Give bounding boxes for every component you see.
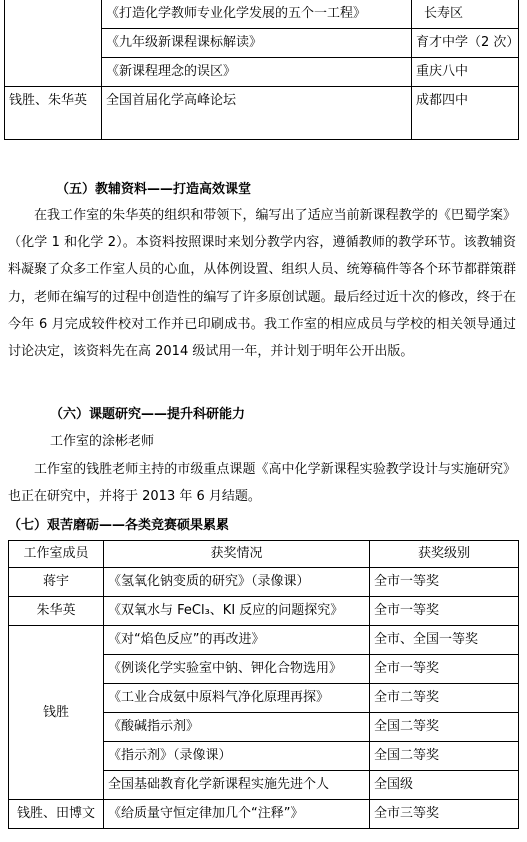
text-line: 工作室的涂彬老师 bbox=[50, 434, 155, 449]
table-row bbox=[9, 568, 519, 597]
venue-cell: 育才中学（2 次） bbox=[412, 29, 519, 58]
section-heading: （六）课题研究——提升科研能力 bbox=[50, 407, 246, 422]
member-cell: 钱胜 bbox=[9, 626, 104, 800]
award-cell: 《双氧水与 FeCl₃、KI 反应的问题探究》 bbox=[104, 597, 370, 626]
table-row bbox=[9, 800, 519, 829]
level-cell: 全国二等奖 bbox=[370, 713, 519, 742]
level-cell: 全国二等奖 bbox=[370, 742, 519, 771]
member-cell: 钱胜、田博文 bbox=[9, 800, 104, 829]
award-cell: 《例谈化学实验室中钠、钾化合物选用》 bbox=[104, 655, 370, 684]
award-cell: 《指示剂》（录像课） bbox=[104, 742, 370, 771]
award-cell: 全国基础教育化学新课程实施先进个人 bbox=[104, 771, 370, 800]
level-cell: 全市一等奖 bbox=[370, 597, 519, 626]
header-cell: 获奖情况 bbox=[104, 541, 370, 568]
level-cell: 全市一等奖 bbox=[370, 655, 519, 684]
award-cell: 《氢氧化钠变质的研究》（录像课） bbox=[104, 568, 370, 597]
table-row bbox=[5, 87, 519, 140]
level-cell: 全国级 bbox=[370, 771, 519, 800]
member-cell: 钱胜、朱华英 bbox=[5, 87, 102, 140]
member-cell bbox=[5, 0, 102, 87]
table-row bbox=[9, 626, 519, 655]
activity-title-cell: 《九年级新课程课标解读》 bbox=[102, 29, 412, 58]
activity-title-cell: 《新课程理念的误区》 bbox=[102, 58, 412, 87]
table-header-row bbox=[9, 541, 519, 568]
award-cell: 《酸碱指示剂》 bbox=[104, 713, 370, 742]
level-cell: 全市二等奖 bbox=[370, 684, 519, 713]
activity-title-cell: 《打造化学教师专业化学发展的五个一工程》 bbox=[102, 0, 412, 29]
member-cell: 朱华英 bbox=[9, 597, 104, 626]
table-row bbox=[5, 0, 519, 29]
section-heading: （五）教辅资料——打造高效课堂 bbox=[56, 182, 252, 197]
awards-table bbox=[8, 540, 519, 829]
member-cell: 蒋宇 bbox=[9, 568, 104, 597]
award-cell: 《对“焰色反应”的再改进》 bbox=[104, 626, 370, 655]
venue-cell: 长寿区 bbox=[412, 0, 519, 29]
header-cell: 工作室成员 bbox=[9, 541, 104, 568]
header-cell: 获奖级别 bbox=[370, 541, 519, 568]
level-cell: 全市一等奖 bbox=[370, 568, 519, 597]
venue-cell: 重庆八中 bbox=[412, 58, 519, 87]
level-cell: 全市、全国一等奖 bbox=[370, 626, 519, 655]
activity-title-cell: 全国首届化学高峰论坛 bbox=[102, 87, 412, 140]
award-cell: 《工业合成氨中原料气净化原理再探》 bbox=[104, 684, 370, 713]
award-cell: 《给质量守恒定律加几个“注释”》 bbox=[104, 800, 370, 829]
activities-table bbox=[4, 0, 519, 140]
section-heading: （七）艰苦磨砺——各类竞赛硕果累累 bbox=[8, 518, 230, 533]
level-cell: 全市三等奖 bbox=[370, 800, 519, 829]
paragraph: 在我工作室的朱华英的组织和带领下，编写出了适应当前新课程教学的《巴蜀学案》（化学 1 和化学 2）。本资料按照课时来划分教学内容，遵循教师的教学环节。该教辅资料凝聚了众多工作室人员的心血，从体例设置、组织人员、统筹稿件等各个环节都群策群力，老师在编写的过程中创造性的编写了许多原创试题。最后经过近十次的修改，终于在今年 6 月完成较件校对工作并已印刷成书。我工作室的相应成员与学校的相关领导通过讨论决定，该资料先在高 2014 级试用一年，并计划于明年公开出版。 bbox=[8, 208, 516, 360]
table-row bbox=[9, 597, 519, 626]
paragraph: 工作室的钱胜老师主持的市级重点课题《高中化学新课程实验教学设计与实施研究》也正在研究中，并将于 2013 年 6 月结题。 bbox=[8, 462, 516, 505]
venue-cell: 成都四中 bbox=[412, 87, 519, 140]
